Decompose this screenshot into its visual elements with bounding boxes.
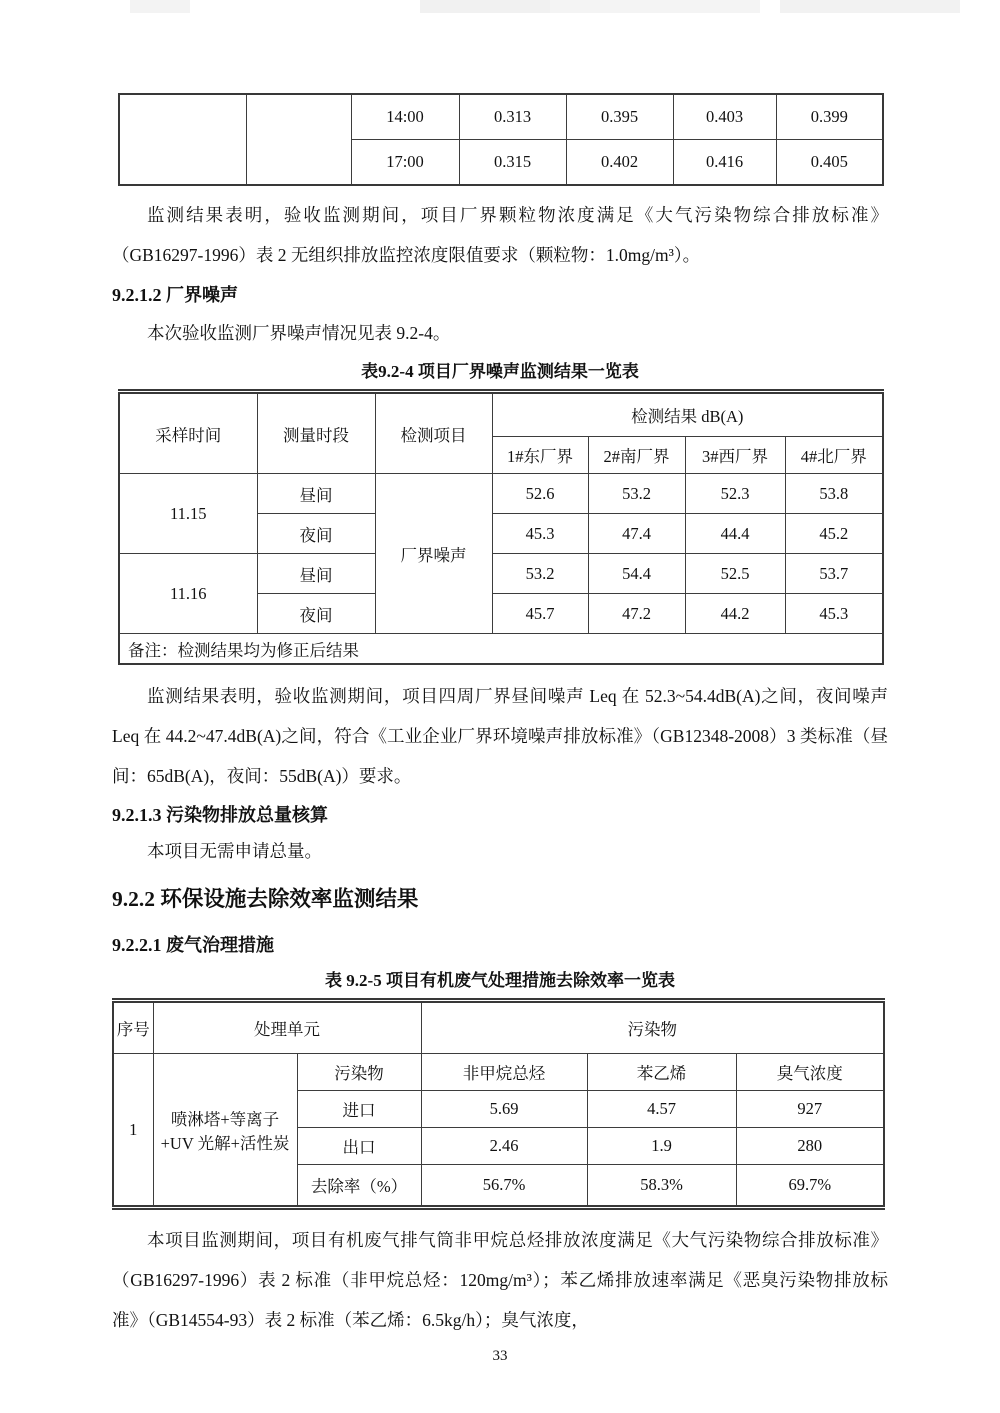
header-test-item: 检测项目	[375, 392, 492, 474]
noise-value-cell: 53.2	[492, 554, 588, 594]
header-treatment-unit: 处理单元	[153, 1001, 421, 1054]
outlet-value-cell: 280	[736, 1128, 884, 1165]
pollutant-name-cell: 苯乙烯	[587, 1054, 736, 1091]
table-note: 备注：检测结果均为修正后结果	[119, 634, 883, 665]
table-header-row	[119, 392, 883, 437]
value-cell: 0.315	[459, 140, 566, 186]
paragraph-total-amount: 本项目无需申请总量。	[147, 841, 322, 861]
value-cell: 0.416	[673, 140, 776, 186]
period-cell: 昼间	[257, 554, 375, 594]
period-cell: 夜间	[257, 594, 375, 634]
outlet-value-cell: 2.46	[421, 1128, 587, 1165]
noise-value-cell: 53.2	[588, 474, 685, 514]
header-boundary-west: 3#西厂界	[685, 437, 785, 474]
value-cell: 0.405	[776, 140, 883, 186]
noise-value-cell: 44.2	[685, 594, 785, 634]
value-cell: 0.402	[566, 140, 673, 186]
header-result-db: 检测结果 dB(A)	[492, 392, 883, 437]
noise-value-cell: 52.6	[492, 474, 588, 514]
treatment-unit-cell: 喷淋塔+等离子+UV 光解+活性炭	[153, 1054, 297, 1208]
section-heading-9212: 9.2.1.2 厂界噪声	[112, 285, 238, 305]
row-label-pollutant: 污染物	[297, 1054, 421, 1091]
inlet-value-cell: 927	[736, 1091, 884, 1128]
header-boundary-north: 4#北厂界	[785, 437, 883, 474]
time-cell: 14:00	[351, 94, 459, 140]
date-cell: 11.16	[119, 554, 257, 634]
header-sample-time: 采样时间	[119, 392, 257, 474]
table-header-row	[113, 1001, 884, 1054]
table-925-title: 表 9.2-5 项目有机废气处理措施去除效率一览表	[325, 971, 675, 990]
value-cell: 0.399	[776, 94, 883, 140]
row-label-outlet: 出口	[297, 1128, 421, 1165]
removal-value-cell: 69.7%	[736, 1165, 884, 1208]
value-cell: 0.403	[673, 94, 776, 140]
table-row	[113, 1054, 884, 1091]
noise-value-cell: 45.3	[492, 514, 588, 554]
noise-value-cell: 45.3	[785, 594, 883, 634]
noise-value-cell: 53.8	[785, 474, 883, 514]
noise-value-cell: 53.7	[785, 554, 883, 594]
table-row	[119, 474, 883, 514]
item-cell: 厂界噪声	[375, 474, 492, 634]
noise-monitoring-table	[118, 389, 884, 665]
value-cell: 0.395	[566, 94, 673, 140]
section-heading-9213: 9.2.1.3 污染物排放总量核算	[112, 805, 328, 825]
header-boundary-east: 1#东厂界	[492, 437, 588, 474]
noise-value-cell: 47.4	[588, 514, 685, 554]
removal-value-cell: 56.7%	[421, 1165, 587, 1208]
header-measure-period: 测量时段	[257, 392, 375, 474]
noise-value-cell: 44.4	[685, 514, 785, 554]
page-number: 33	[492, 1348, 508, 1364]
time-cell: 17:00	[351, 140, 459, 186]
paragraph-pm-result: 监测结果表明，验收监测期间，项目厂界颗粒物浓度满足《大气污染物综合排放标准》（GB16297-1996）表 2 无组织排放监控浓度限值要求（颗粒物：1.0mg/m³）。	[112, 205, 888, 265]
noise-value-cell: 45.2	[785, 514, 883, 554]
paragraph-noise-intro: 本次验收监测厂界噪声情况见表 9.2-4。	[147, 323, 451, 343]
pollutant-name-cell: 臭气浓度	[736, 1054, 884, 1091]
period-cell: 昼间	[257, 474, 375, 514]
noise-value-cell: 54.4	[588, 554, 685, 594]
noise-value-cell: 47.2	[588, 594, 685, 634]
pollutant-name-cell: 非甲烷总烃	[421, 1054, 587, 1091]
removal-value-cell: 58.3%	[587, 1165, 736, 1208]
inlet-value-cell: 5.69	[421, 1091, 587, 1128]
paragraph-gas-result: 本项目监测期间，项目有机废气排气筒非甲烷总烃排放浓度满足《大气污染物综合排放标准》（GB16297-1996）表 2 标准（非甲烷总烃：120mg/m³）；苯乙烯排放速率满足《恶臭污染物排放标准》（GB14554-93）表 2 标准（苯乙烯：6.5kg/h）；臭气浓度，	[112, 1230, 888, 1330]
continued-measurement-table	[118, 93, 884, 186]
table-row	[119, 554, 883, 594]
row-label-removal: 去除率（%）	[297, 1165, 421, 1208]
paragraph-noise-result: 监测结果表明，验收监测期间，项目四周厂界昼间噪声 Leq 在 52.3~54.4dB(A)之间，夜间噪声 Leq 在 44.2~47.4dB(A)之间，符合《工业企业厂界环境噪声排放标准》（GB12348-2008）3 类标准（昼间：65dB(A)，夜间：55dB(A)）要求。	[112, 686, 888, 786]
row-label-inlet: 进口	[297, 1091, 421, 1128]
header-serial-no: 序号	[113, 1001, 153, 1054]
section-heading-9221: 9.2.2.1 废气治理措施	[112, 935, 274, 955]
header-pollutant: 污染物	[421, 1001, 884, 1054]
period-cell: 夜间	[257, 514, 375, 554]
date-cell: 11.15	[119, 474, 257, 554]
section-heading-922: 9.2.2 环保设施去除效率监测结果	[112, 887, 419, 911]
table-note-row	[119, 634, 883, 665]
serial-no-cell: 1	[113, 1054, 153, 1208]
noise-value-cell: 52.5	[685, 554, 785, 594]
value-cell: 0.313	[459, 94, 566, 140]
header-boundary-south: 2#南厂界	[588, 437, 685, 474]
noise-value-cell: 52.3	[685, 474, 785, 514]
table-row	[119, 94, 883, 140]
noise-value-cell: 45.7	[492, 594, 588, 634]
empty-cell	[246, 94, 351, 185]
inlet-value-cell: 4.57	[587, 1091, 736, 1128]
table-924-title: 表9.2-4 项目厂界噪声监测结果一览表	[361, 362, 639, 381]
page-content	[112, 0, 888, 1365]
outlet-value-cell: 1.9	[587, 1128, 736, 1165]
empty-cell	[119, 94, 246, 185]
removal-efficiency-table	[112, 998, 885, 1210]
